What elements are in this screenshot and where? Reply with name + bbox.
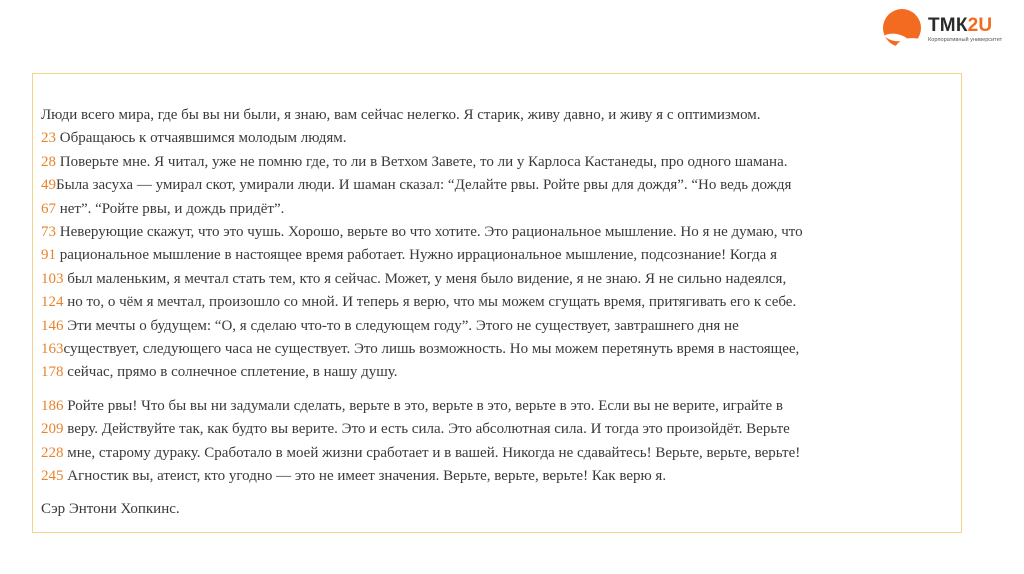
line-number: 49 [41, 177, 56, 194]
logo-subtitle: Корпоративный университет [928, 37, 1003, 43]
line-number: 124 [41, 294, 64, 311]
line-number: 28 [41, 153, 56, 170]
line-text: Поверьте мне. Я читал, уже не помню где, то ли в Ветхом Завете, то ли у Карлоса Кастанеды, про одного шамана. [56, 153, 788, 170]
text-line [41, 221, 961, 244]
logo-brand-name: ТМК2U [928, 15, 993, 36]
line-number: 23 [41, 130, 56, 147]
line-text: рациональное мышление в настоящее время работает. Нужно иррациональное мышление, подсознание! Когда я [56, 247, 777, 264]
line-text: веру. Действуйте так, как будто вы верите. Это и есть сила. Это абсолютная сила. И тогда это произойдёт. Верьте [63, 421, 790, 438]
text-line [41, 338, 961, 361]
text-line [41, 395, 961, 418]
line-text: Люди всего мира, где бы вы ни были, я знаю, вам сейчас нелегко. Я старик, живу давно, и живу я с оптимизмом. [41, 107, 761, 123]
line-text: нет”. “Ройте рвы, и дождь придёт”. [56, 200, 285, 217]
line-text: мне, старому дураку. Сработало в моей жизни сработает и в вашей. Никогда не сдавайтесь! Верьте, верьте, верьте! [63, 444, 801, 461]
line-text: был маленьким, я мечтал стать тем, кто я сейчас. Может, у меня было видение, я не знаю. Я не сильно надеялся, [63, 270, 787, 287]
line-text: Обращаюсь к отчаявшимся молодым людям. [56, 130, 347, 147]
text-line [41, 104, 961, 127]
line-text: Агностик вы, атеист, кто угодно — это не имеет значения. Верьте, верьте, верьте! Как верю я. [63, 468, 667, 485]
line-number: 245 [41, 468, 64, 485]
paragraph-2 [41, 395, 961, 489]
text-line [41, 127, 961, 150]
line-number: 228 [41, 444, 64, 461]
text-line [41, 315, 961, 338]
line-text: существует, следующего часа не существует. Это лишь возможность. Но мы можем перетянуть время в настоящее, [63, 341, 800, 358]
line-text: сейчас, прямо в солнечное сплетение, в нашу душу. [63, 364, 398, 381]
text-line [41, 198, 961, 221]
text-line [41, 151, 961, 174]
text-line [41, 268, 961, 291]
paragraph-1 [41, 104, 961, 385]
text-line [41, 442, 961, 465]
line-text: но то, о чём я мечтал, произошло со мной. И теперь я верю, что мы можем сгущать время, притягивать его к себе. [63, 294, 797, 311]
tmk2u-logo-mark-icon [880, 6, 924, 50]
text-line [41, 465, 961, 488]
line-text: Была засуха — умирал скот, умирали люди. И шаман сказал: “Делайте рвы. Ройте рвы для дождя”. “Но ведь дождя [56, 177, 792, 194]
line-number: 91 [41, 247, 56, 264]
line-number: 186 [41, 397, 64, 414]
line-number: 67 [41, 200, 56, 217]
line-text: Неверующие скажут, что это чушь. Хорошо, верьте во что хотите. Это рациональное мышление. Но я не думаю, что [56, 224, 803, 241]
tmk2u-logo [880, 6, 1020, 56]
text-line [41, 361, 961, 384]
signature: Сэр Энтони Хопкинс. [41, 500, 180, 517]
text-line [41, 291, 961, 314]
line-text: Эти мечты о будущем: “О, я сделаю что-то в следующем году”. Этого не существует, завтрашнего дня не [63, 317, 739, 334]
line-number: 103 [41, 270, 64, 287]
text-line [41, 174, 961, 197]
text-line [41, 244, 961, 267]
line-number: 209 [41, 421, 64, 438]
line-number: 73 [41, 224, 56, 241]
quote-text [41, 104, 961, 521]
line-number: 163 [41, 341, 64, 358]
text-line [41, 418, 961, 441]
line-number: 178 [41, 364, 64, 381]
line-number: 146 [41, 317, 64, 334]
line-text: Ройте рвы! Что бы вы ни задумали сделать, верьте в это, верьте в это, верьте в это. Если вы не верите, играйте в [63, 397, 783, 414]
